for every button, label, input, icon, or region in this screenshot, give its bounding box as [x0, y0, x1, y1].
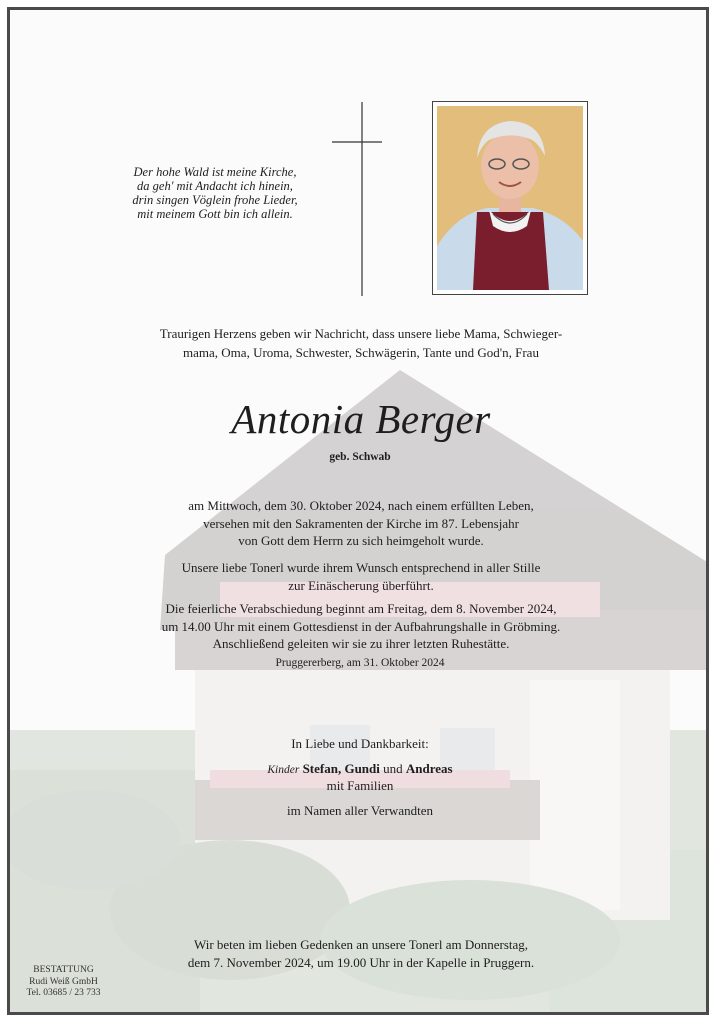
poem-line: da geh' mit Andacht ich hinein, [137, 179, 293, 193]
poem-line: mit meinem Gott bin ich allein. [137, 207, 293, 221]
death-notice-paragraph [100, 497, 622, 550]
children-label: Kinder [267, 764, 300, 776]
intro-line: mama, Oma, Uroma, Schwester, Schwägerin, Tante und God'n, Frau [183, 345, 539, 360]
paragraph-line: am Mittwoch, dem 30. Oktober 2024, nach einem erfüllten Leben, [188, 498, 534, 513]
deceased-name: Antonia Berger [231, 396, 491, 442]
undertaker-line: BESTATTUNG [33, 965, 94, 975]
undertaker-line: Tel. 03685 / 23 733 [26, 988, 101, 998]
and-word: und [383, 761, 403, 776]
relatives-line: im Namen aller Verwandten [287, 803, 433, 818]
poem [70, 165, 360, 221]
paragraph-line: versehen mit den Sakramenten der Kirche im 87. Lebensjahr [203, 515, 519, 531]
undertaker-imprint [16, 965, 111, 1000]
paragraph-line: Unsere liebe Tonerl wurde ihrem Wunsch entsprechend in aller Stille [181, 560, 541, 575]
announcement-intro [120, 324, 602, 362]
mourners-greeting: In Liebe und Dankbarkeit: [291, 736, 429, 751]
child-name: Andreas [405, 761, 453, 776]
poem-line: Der hohe Wald ist meine Kirche, [133, 165, 297, 179]
paragraph-line: dem 7. November 2024, um 19.00 Uhr in der Kapelle in Pruggern. [187, 954, 535, 970]
with-families: mit Familien [326, 778, 394, 793]
farewell-paragraph [100, 600, 622, 653]
cremation-paragraph [100, 559, 622, 594]
obituary-content [10, 10, 709, 1015]
place-date: Pruggererberg, am 31. Oktober 2024 [275, 657, 445, 669]
child-name: Gundi [344, 761, 380, 776]
undertaker-line: Rudi Weiß GmbH [29, 976, 98, 987]
paragraph-line: von Gott dem Herrn zu sich heimgeholt wurde. [238, 533, 484, 548]
children-line [150, 761, 570, 777]
paragraph-line: Wir beten im lieben Gedenken an unsere Tonerl am Donnerstag, [193, 937, 529, 952]
paragraph-line: zur Einäscherung überführt. [288, 577, 434, 593]
memorial-service-paragraph [110, 936, 612, 971]
cross-icon [332, 102, 382, 296]
portrait-photo [432, 101, 588, 295]
paragraph-line: Anschließend geleiten wir sie zu ihrer letzten Ruhestätte. [212, 636, 510, 651]
paragraph-line: Die feierliche Verabschiedung beginnt am Freitag, dem 8. November 2024, [165, 601, 557, 616]
obituary-frame [7, 7, 709, 1015]
poem-line: drin singen Vöglein frohe Lieder, [132, 193, 298, 207]
paragraph-line: um 14.00 Uhr mit einem Gottesdienst in der Aufbahrungshalle in Gröbming. [161, 618, 561, 634]
child-name: Stefan, [302, 761, 342, 776]
intro-line: Traurigen Herzens geben wir Nachricht, dass unsere liebe Mama, Schwieger- [159, 326, 563, 341]
birth-name: geb. Schwab [329, 451, 391, 463]
